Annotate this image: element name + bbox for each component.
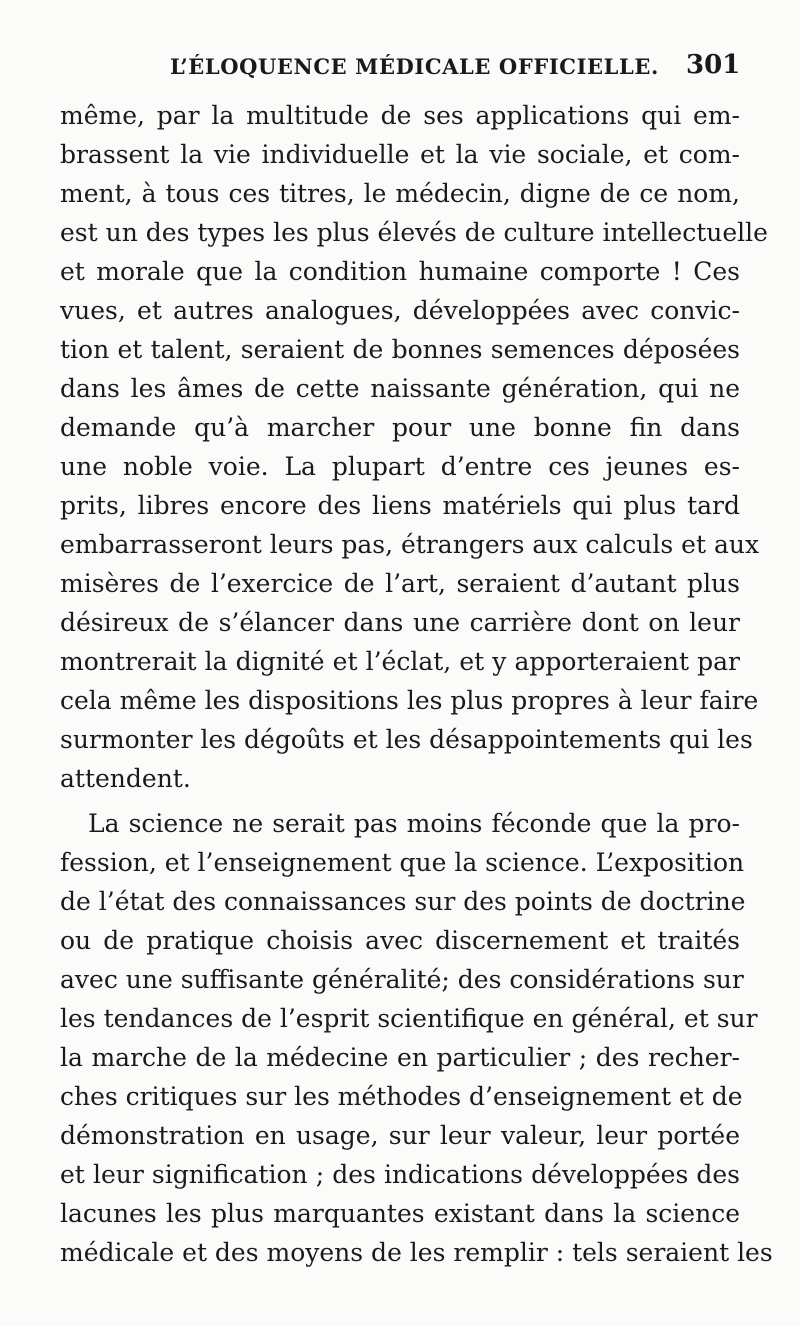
text-line: tion et talent, seraient de bonnes semences déposées <box>60 335 740 364</box>
text-line: vues, et autres analogues, développées avec convic- <box>60 296 740 325</box>
text-line: ment, à tous ces titres, le médecin, digne de ce nom, <box>60 179 740 208</box>
text-line: ches critiques sur les méthodes d’enseignement et de <box>60 1082 743 1111</box>
text-line: montrerait la dignité et l’éclat, et y apporteraient par <box>60 647 740 676</box>
text-line: une noble voie. La plupart d’entre ces jeunes es- <box>60 452 740 481</box>
paragraph-1 <box>60 96 768 798</box>
text-line: misères de l’exercice de l’art, seraient d’autant plus <box>60 569 740 598</box>
text-line: surmonter les dégoûts et les désappointements qui les <box>60 725 753 754</box>
page-number: 301 <box>686 50 741 80</box>
page-header <box>0 50 800 90</box>
paragraph-2 <box>60 804 773 1272</box>
text-line: prits, libres encore des liens matériels qui plus tard <box>60 491 740 520</box>
text-line: médicale et des moyens de les remplir : tels seraient les <box>60 1238 773 1267</box>
text-line: dans les âmes de cette naissante génération, qui ne <box>60 374 740 403</box>
text-line: même, par la multitude de ses applications qui em- <box>60 101 740 130</box>
text-line: La science ne serait pas moins féconde que la pro- <box>88 809 740 838</box>
text-line: attendent. <box>60 764 191 793</box>
text-line: avec une suffisante généralité; des considérations sur <box>60 965 744 994</box>
text-line: la marche de la médecine en particulier ; des recher- <box>60 1043 740 1072</box>
running-head: L’ÉLOQUENCE MÉDICALE OFFICIELLE. <box>170 54 659 79</box>
text-body <box>60 96 773 1272</box>
text-line: désireux de s’élancer dans une carrière dont on leur <box>60 608 740 637</box>
text-line: cela même les dispositions les plus propres à leur faire <box>60 686 759 715</box>
text-line: et leur signification ; des indications développées des <box>60 1160 740 1189</box>
text-line: démonstration en usage, sur leur valeur, leur portée <box>60 1121 740 1150</box>
text-line: embarrasseront leurs pas, étrangers aux calculs et aux <box>60 530 760 559</box>
text-line: brassent la vie individuelle et la vie sociale, et com- <box>60 140 740 169</box>
text-line: ou de pratique choisis avec discernement et traités <box>60 926 740 955</box>
text-line: de l’état des connaissances sur des points de doctrine <box>60 887 746 916</box>
text-line: fession, et l’enseignement que la science. L’exposition <box>60 848 745 877</box>
text-line: et morale que la condition humaine comporte ! Ces <box>60 257 740 286</box>
text-line: les tendances de l’esprit scientifique en général, et sur <box>60 1004 758 1033</box>
text-line: lacunes les plus marquantes existant dans la science <box>60 1199 740 1228</box>
text-line: demande qu’à marcher pour une bonne fin dans <box>60 413 740 442</box>
text-line: est un des types les plus élevés de culture intellectuelle <box>60 218 768 247</box>
